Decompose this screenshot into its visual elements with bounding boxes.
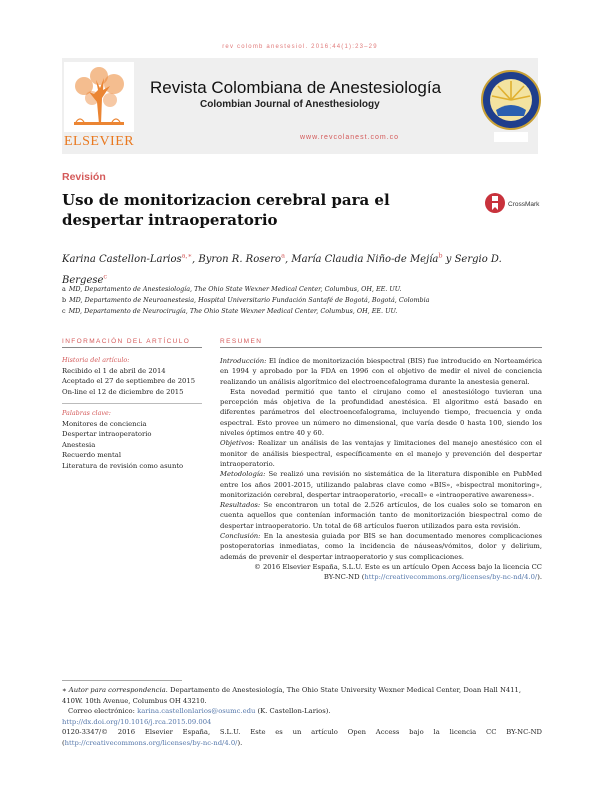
publisher-wordmark: ELSEVIER — [64, 134, 135, 149]
license-link[interactable]: http://creativecommons.org/licenses/by-nc-nd/4.0/ — [64, 738, 238, 747]
scare-seal-icon — [480, 66, 542, 146]
section-label: Revisión — [62, 171, 106, 183]
author: Karina Castellon-Larios$^{a,∗}$, — [62, 252, 199, 266]
license-link[interactable]: http://creativecommons.org/licenses/by-nc-nd/4.0/ — [364, 573, 538, 582]
author: Sergio D. Bergese$^c$ — [62, 254, 502, 286]
article-title: Uso de monitorizacion cerebral para el despertar intraoperatorio — [62, 191, 390, 229]
author: María Claudia Niño-de Mejía$^b$ y — [291, 252, 455, 266]
running-head: rev colomb anestesiol. 2016;44(1):23–29 — [222, 44, 378, 50]
footnotes — [62, 685, 542, 748]
keyword: Recuerdo mental — [62, 451, 122, 459]
keyword: Despertar intraoperatorio — [62, 430, 152, 438]
journal-subtitle: Colombian Journal of Anesthesiology — [200, 99, 380, 110]
keywords-label: Palabras clave: — [62, 409, 111, 417]
correspondence-note: ∗ Autor para correspondencia. Departamento de Anestesiología, The Ohio State University Wexner Medical Center, Doan Hall N411, 410W. 10th Avenue, Columbus OH 43210. — [62, 686, 522, 705]
abstract-body — [220, 356, 542, 583]
email-link[interactable]: karina.castellonlarios@osumc.edu — [137, 707, 256, 715]
abstract-objectives: Objetivos: Realizar un análisis de las ventajas y limitaciones del manejo anestésico con el monitor de análisis biespectral, específicamente en el manejo y prevención del despertar intraoperatorio. — [220, 439, 542, 468]
journal-title: Revista Colombiana de Anestesiología — [150, 78, 442, 97]
crossmark-icon — [484, 192, 506, 214]
history-item: On-line el 12 de diciembre de 2015 — [62, 387, 184, 396]
crossmark-button[interactable] — [484, 192, 540, 222]
abstract-intro: Introducción: El índice de monitorización biespectral (BIS) fue introducido en Norteamérica en 1994 y aprobado por la FDA en 1996 con el objetivo de medir el nivel de conciencia realizando un análisis algorítmico del electroencefalograma durante la anestesia general. — [220, 357, 542, 386]
footnote-divider — [62, 680, 182, 681]
abstract-para: Esta novedad permitió que tanto el cirujano como el anestesiólogo tuvieran una percepción más objetiva de la profundidad anestésica. El algoritmo está basado en diferentes parámetros del electroencefalograma, incluyendo tiempo, frecuencia y onda espectral. Esto provee un número no dimensional, que varía desde 0 hasta 100, siendo los niveles óptimos entre 40 y 60. — [220, 387, 542, 438]
keyword: Literatura de revisión como asunto — [62, 461, 184, 470]
doi-link[interactable]: http://dx.doi.org/10.1016/j.rca.2015.09.004 — [62, 717, 212, 726]
crossmark-label: CrossMark — [508, 201, 540, 208]
article-info-heading: INFORMACIÓN DEL ARTÍCULO — [62, 338, 202, 348]
affiliation: b MD, Departamento de Neuroanestesia, Hospital Universitario Fundación Santafé de Bogotá, Bogotá, Colombia — [62, 296, 430, 304]
affiliations — [62, 284, 542, 317]
affiliation: c MD, Departamento de Neurocirugía, The Ohio State Wexner Medical Center, Columbus, OH, EE. UU. — [62, 307, 398, 315]
copyright-line: © 2016 Elsevier España, S.L.U. Este es un artículo Open Access bajo la licencia CC — [253, 562, 542, 571]
abstract-conclusion: Conclusión: En la anestesia guiada por BIS se han documentado menores complicaciones postoperatorias inmediatas, como la incidencia de náuseas/vómitos, dolor y delirium, además de prevenir el despertar intraoperatorio y sus complicaciones. — [220, 532, 542, 561]
license-note: 0120-3347/© 2016 Elsevier España, S.L.U. Este es un artículo Open Access bajo la licencia CC BY-NC-ND (http://creativecommons.org/licenses/by-nc-nd/4.0/). — [62, 728, 542, 747]
email-note: Correo electrónico: karina.castellonlarios@osumc.edu (K. Castellon-Larios). — [68, 707, 331, 715]
affiliation: a MD, Departamento de Anestesiología, The Ohio State Wexner Medical Center, Columbus, OH, EE. UU. — [62, 285, 402, 293]
abstract-heading: RESUMEN — [220, 338, 542, 348]
keyword: Anestesia — [62, 440, 96, 449]
keyword: Monitores de conciencia — [62, 419, 147, 428]
history-item: Aceptado el 27 de septiembre de 2015 — [62, 377, 196, 385]
abstract-results: Resultados: Se encontraron un total de 2.526 artículos, de los cuales solo se tomaron en cuenta aquellos que contenían información tanto de monitorización biespectral como de despertar intraoperatorio. Un total de 68 artículos fueron utilizados para esta revisión. — [220, 501, 542, 530]
abstract-methods: Metodología: Se realizó una revisión no sistemática de la literatura disponible en PubMed entre los años 2001-2015, utilizando palabras clave como «BIS», «bispectral monitoring», monitorización cerebral, despertar intraoperatorio, «recall» e «intraoperative awareness». — [220, 470, 542, 499]
journal-url-link[interactable]: www.revcolanest.com.co — [300, 134, 400, 141]
history-item: Recibido el 1 de abril de 2014 — [62, 366, 166, 375]
article-info — [62, 355, 202, 471]
author-list — [62, 248, 532, 289]
history-label: Historia del artículo: — [62, 356, 130, 364]
copyright-line: BY-NC-ND (http://creativecommons.org/licenses/by-nc-nd/4.0/). — [323, 573, 542, 582]
author: Byron R. Rosero$^a$, — [198, 252, 292, 266]
doi-line — [62, 717, 542, 728]
